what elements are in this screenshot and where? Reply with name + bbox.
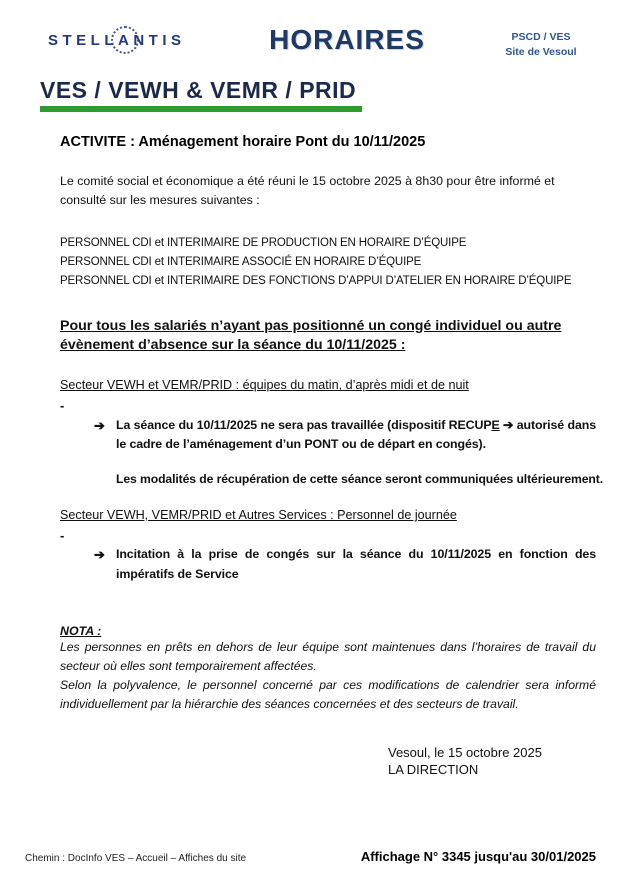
logo-text-pre: STELL <box>48 32 118 49</box>
department-line1: PSCD / VES <box>511 31 571 43</box>
section1-note: Les modalités de récupération de cette séance seront communiquées ultérieurement. <box>116 472 604 487</box>
section2-bullet <box>94 545 596 583</box>
logo-dotted-a-icon: A <box>118 32 134 49</box>
signature-place-date: Vesoul, le 15 octobre 2025 <box>388 744 542 760</box>
footer-path: Chemin : DocInfo VES – Accueil – Affiches du site <box>25 853 247 864</box>
nota-line: Les personnes en prêts en dehors de leur équipe sont maintenues dans l’horaires de travail du secteur où elles sont temporairement affectées. <box>60 639 596 673</box>
nota-label: NOTA : <box>60 623 102 638</box>
dash-bullet: - <box>60 398 65 414</box>
document-footer <box>25 849 596 864</box>
document-header <box>0 0 636 59</box>
main-title: VES / VEWH & VEMR / PRID <box>40 77 362 112</box>
notice-heading: Pour tous les salariés n’ayant pas positionné un congé individuel ou autre évènement d’absence sur la séance du 10/11/2025 : <box>60 317 562 354</box>
nota-block <box>60 624 596 714</box>
footer-display-number: Affichage N° 3345 jusqu'au 30/01/2025 <box>360 849 596 864</box>
section1-bullet-text <box>116 416 596 454</box>
signature-signer: LA DIRECTION <box>388 762 479 778</box>
section1-bullet <box>94 416 596 454</box>
intro-paragraph: Le comité social et économique a été réuni le 15 octobre 2025 à 8h30 pour être informé et consulté sur les mesures suivantes : <box>60 174 555 207</box>
personnel-line: PERSONNEL CDI et INTERIMAIRE ASSOCIÉ EN HORAIRE D’ÉQUIPE <box>60 255 422 268</box>
signature-block <box>388 744 596 779</box>
nota-line: Selon la polyvalence, le personnel concerné par ces modifications de calendrier sera informé individuellement par la hiérarchie des séances concernées et des secteurs de travail. <box>60 677 596 711</box>
department-line2: Site de Vesoul <box>505 45 577 58</box>
logo-text-post: NTIS <box>133 32 186 49</box>
personnel-line: PERSONNEL CDI et INTERIMAIRE DES FONCTIONS D’APPUI D’ATELIER EN HORAIRE D’ÉQUIPE <box>60 274 572 287</box>
stellantis-logo <box>48 32 208 49</box>
bullet-text-part1: La séance du 10/11/2025 ne sera pas travaillée (dispositif RECUP <box>116 417 492 432</box>
section2-bullet-text: Incitation à la prise de congés sur la séance du 10/11/2025 en fonction des impératifs de Service <box>116 547 596 581</box>
main-title-wrap <box>40 77 636 112</box>
bullet-text-part3: ➔ autorisé dans le cadre de l’aménagement d’un PONT ou de départ en congés). <box>116 417 597 451</box>
section1-header: Secteur VEWH et VEMR/PRID : équipes du matin, d’après midi et de nuit <box>60 378 469 393</box>
personnel-list <box>60 234 596 291</box>
personnel-line: PERSONNEL CDI et INTERIMAIRE DE PRODUCTION EN HORAIRE D’ÉQUIPE <box>60 236 467 249</box>
document-title: HORAIRES <box>269 24 425 55</box>
dash-bullet: - <box>60 528 65 544</box>
department-block <box>486 30 596 59</box>
section2-header: Secteur VEWH, VEMR/PRID et Autres Services : Personnel de journée <box>60 508 457 523</box>
activity-heading: ACTIVITE : Aménagement horaire Pont du 10/11/2025 <box>60 134 426 151</box>
bullet-text-underlined-e: E <box>491 417 500 432</box>
arrow-icon: ➔ <box>94 547 105 563</box>
arrow-icon: ➔ <box>94 417 105 433</box>
document-body <box>60 134 604 778</box>
